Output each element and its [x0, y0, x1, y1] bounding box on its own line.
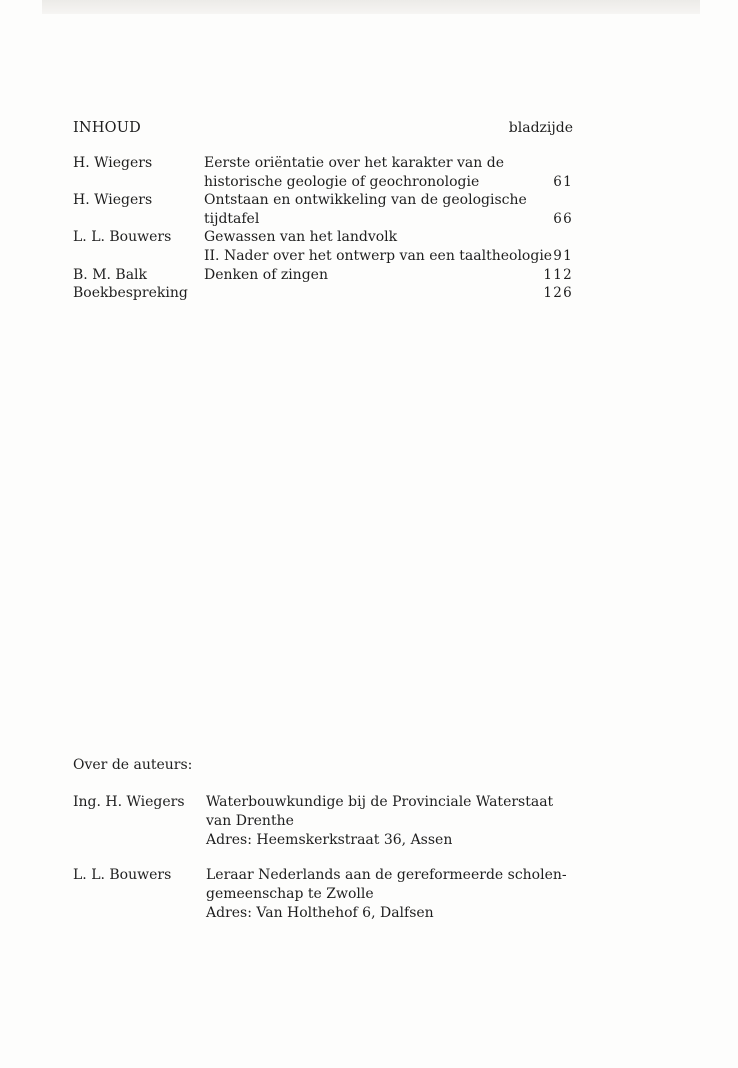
toc-page-number: 112 [543, 266, 573, 283]
toc-line [73, 284, 573, 303]
toc-line [73, 228, 573, 247]
toc-line [73, 247, 573, 266]
author-name: Ing. H. Wiegers [73, 794, 185, 810]
toc-line [73, 154, 573, 173]
toc-line [73, 191, 573, 210]
toc-title: historische geologie of geochronologie [204, 173, 480, 190]
toc-page-number: 61 [553, 173, 573, 190]
author-description [206, 866, 606, 922]
author-description-line: Waterbouwkundige bij de Provinciale Waterstaat [206, 794, 554, 810]
scan-edge-strip [42, 0, 700, 14]
toc-title: Gewassen van het landvolk [204, 229, 398, 246]
author-description [206, 793, 606, 849]
toc-author: B. M. Balk [73, 266, 148, 283]
toc-page-number: 91 [553, 247, 573, 264]
toc-author: L. L. Bouwers [73, 229, 172, 246]
table-of-contents [73, 154, 573, 303]
page-column-label: bladzijde [508, 120, 573, 136]
toc-line [73, 173, 573, 192]
author-address: Adres: Heemskerkstraat 36, Assen [206, 831, 453, 848]
toc-title: II. Nader over het ontwerp van een taaltheologie [204, 247, 553, 264]
toc-title: Eerste oriëntatie over het karakter van de [204, 155, 504, 171]
author-description-line: gemeenschap te Zwolle [206, 885, 374, 902]
authors-heading: Over de auteurs: [73, 757, 193, 773]
author-address: Adres: Van Holthehof 6, Dalfsen [206, 904, 434, 921]
toc-title: Denken of zingen [204, 266, 328, 283]
toc-author: H. Wiegers [73, 192, 153, 209]
author-name: L. L. Bouwers [73, 867, 172, 883]
toc-line [73, 210, 573, 229]
toc-page-number: 126 [543, 285, 573, 302]
toc-line [73, 266, 573, 285]
author-description-line: van Drenthe [206, 812, 294, 829]
toc-author: Boekbespreking [73, 285, 188, 302]
toc-title: tijdtafel [204, 210, 260, 227]
toc-author: H. Wiegers [73, 155, 153, 171]
contents-heading: INHOUD [73, 120, 141, 136]
toc-page-number: 66 [553, 210, 573, 227]
toc-title: Ontstaan en ontwikkeling van de geologische [204, 192, 527, 209]
author-description-line: Leraar Nederlands aan de gereformeerde scholen- [206, 867, 567, 883]
